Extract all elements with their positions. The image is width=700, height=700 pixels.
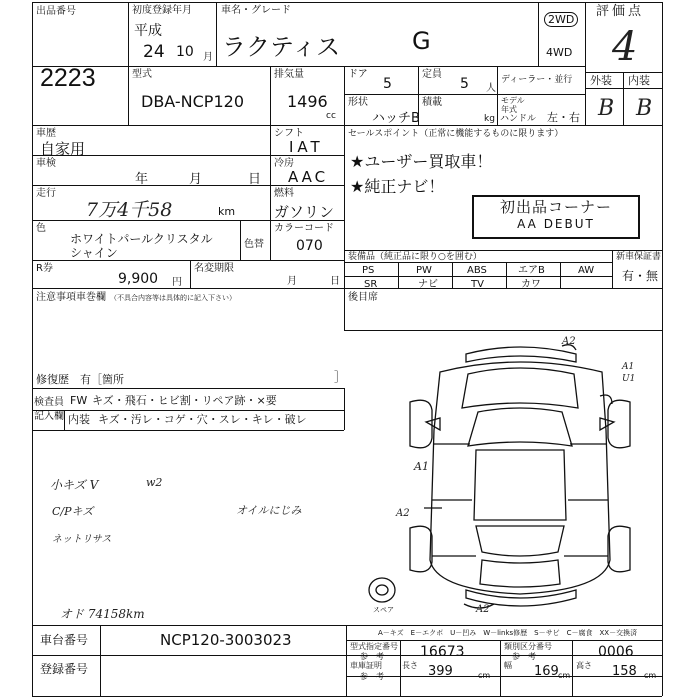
mark-a2-left: A2: [396, 508, 410, 519]
type-designation: 16673: [420, 644, 465, 660]
height-label: 高さ: [576, 661, 592, 670]
warranty-options: 有・無: [622, 269, 659, 283]
lot-label: 出品番号: [36, 6, 76, 17]
equipment-label: 装備品（純正品に限り○を囲む）: [348, 252, 482, 262]
reg-month: 10: [176, 44, 194, 60]
height-unit: cm: [644, 671, 657, 680]
recycle-fee: 9,900: [118, 271, 159, 287]
fuel-label: 燃料: [274, 188, 294, 199]
interior-label: 内装: [628, 74, 650, 87]
cert-reference-label: 参 考: [360, 672, 384, 681]
mileage: 7万4千58: [86, 199, 173, 221]
reg-number-label: 登録番号: [40, 662, 89, 676]
category-label: 類別区分番号: [504, 642, 552, 651]
equip-sr: SR: [364, 279, 378, 290]
name-change-label: 名変期限: [194, 263, 234, 274]
person-unit: 人: [486, 83, 496, 94]
color-code-label: カラーコード: [274, 223, 334, 234]
rear-seat-label: 後目席: [348, 292, 378, 303]
car-name-label: 車名・グレード: [221, 5, 291, 16]
equip-ps: PS: [362, 265, 375, 276]
exterior-grade: B: [598, 96, 615, 121]
repair-history-close: ］: [334, 370, 347, 384]
doors-label: ドア: [348, 69, 368, 80]
right-mirror: [600, 418, 614, 430]
equip-navi: ナビ: [418, 279, 438, 290]
category-reference-label: 参 考: [512, 652, 536, 661]
length: 399: [428, 664, 453, 679]
repair-history: 修復歴 有［箇所: [36, 373, 124, 386]
inspector-fw: FW: [70, 394, 88, 407]
hw-note-2: C/Pキズ: [52, 505, 94, 518]
type-designation-label: 型式指定番号: [350, 642, 398, 651]
front-bumper: [466, 347, 576, 362]
notes-sub-label: （不具合内容等は具体的に記入下さい）: [110, 294, 236, 302]
equip-leather: カワ: [521, 279, 541, 290]
inspection-label: 車検: [36, 158, 56, 169]
cc-unit: cc: [326, 111, 336, 121]
cert-label: 車庫証明: [350, 661, 382, 670]
width-unit: cm: [558, 671, 571, 680]
debut-stamp-line1: 初出品コーナー: [499, 198, 612, 216]
roof: [474, 450, 566, 520]
windshield: [468, 408, 572, 446]
spare-label: スペア: [373, 606, 394, 614]
drive-2wd: 2WD: [544, 12, 578, 27]
score-label: 評価点: [596, 4, 645, 19]
km-unit: km: [218, 205, 236, 218]
inspection-year-unit: 年: [135, 172, 149, 187]
dealer-label: ディーラー・並行: [501, 75, 573, 85]
fuel: ガソリン: [274, 203, 335, 221]
length-label: 長さ: [402, 661, 418, 670]
model-code: DBA-NCP120: [141, 92, 244, 111]
reg-date-label: 初度登録年月: [132, 5, 192, 16]
color-line2: シャイン: [70, 246, 118, 260]
notes-label: 注意事項車巻欄: [36, 292, 106, 303]
inspector-fw-items: キズ・飛石・ヒビ割・リペア跡・×要: [92, 394, 277, 407]
mark-a2-front: A2: [562, 336, 576, 347]
body-type: ハッチB: [372, 111, 420, 126]
kg-unit: kg: [484, 114, 495, 124]
shift: IAT: [289, 138, 324, 156]
capacity: 5: [460, 76, 469, 92]
debut-stamp-line2: AA DEBUT: [517, 217, 595, 231]
right-door-line: [564, 444, 608, 556]
sales-points-label: セールスポイント（正常に機能するものに限ります）: [348, 129, 564, 139]
type-reference-label: 参 考: [360, 652, 384, 661]
inspection-month-unit: 月: [189, 172, 203, 187]
era: 平成: [134, 23, 162, 39]
inspector-label-1: 検査員: [34, 397, 64, 408]
equip-pw: PW: [416, 265, 432, 276]
mileage-label: 走行: [36, 188, 56, 199]
interior-grade: B: [636, 96, 653, 121]
handle-label: ハンドル: [500, 114, 537, 124]
reg-year: 24: [143, 42, 165, 62]
rear-left-wheel: [410, 526, 432, 572]
width-label: 幅: [504, 661, 512, 670]
equip-aw: AW: [578, 265, 595, 276]
rear-right-wheel: [608, 526, 630, 572]
history-label: 車歴: [36, 128, 56, 139]
handle-options: 左・右: [547, 111, 580, 124]
history-value: 自家用: [40, 140, 86, 158]
doors: 5: [383, 76, 392, 92]
chassis-number: NCP120-3003023: [160, 631, 292, 649]
mark-a2-rear: A2: [476, 604, 490, 615]
color-line1: ホワイトパールクリスタル: [70, 232, 213, 246]
displacement-label: 排気量: [274, 69, 304, 80]
ac-label: 冷房: [274, 158, 294, 169]
color-code: 070: [296, 238, 323, 254]
left-mirror: [426, 418, 440, 430]
sales-point-2: ★純正ナビ！: [350, 177, 445, 196]
displacement: 1496: [287, 92, 328, 111]
hw-note-4: オイルにじみ: [236, 504, 302, 517]
yen-unit: 円: [172, 277, 182, 288]
capacity-label: 定員: [422, 69, 442, 80]
model-label: 型式: [132, 69, 152, 80]
ac: AAC: [288, 168, 329, 186]
equip-tv: TV: [471, 279, 484, 290]
exterior-label: 外装: [590, 74, 612, 87]
mark-a1-right: A1: [622, 362, 635, 372]
hw-note-1: 小キズ V: [50, 478, 99, 492]
name-change-day: 日: [330, 276, 340, 287]
shift-label: シフト: [274, 128, 304, 139]
drive-4wd: 4WD: [546, 46, 573, 59]
month-unit: 月: [203, 52, 213, 63]
mark-a1-left: A1: [414, 460, 429, 473]
load-label: 積載: [422, 97, 442, 108]
width: 169: [534, 664, 559, 679]
damage-legend: A－キズ E－エクボ U－凹み W－links修歴 S－サビ C－腐食 XX－交換済: [378, 629, 638, 637]
length-unit: cm: [478, 671, 491, 680]
model-year-label: モデル年式: [501, 96, 525, 114]
rear-window: [476, 526, 564, 556]
height: 158: [612, 664, 637, 679]
recycle-label: R券: [36, 263, 53, 274]
lot-number: 2223: [40, 64, 96, 92]
left-door-line: [432, 444, 476, 556]
inspector-label-2: 記入欄: [34, 411, 64, 422]
hw-odometer: オド 74158km: [60, 607, 145, 621]
car-name: ラクティス: [222, 33, 341, 61]
hw-note-1b: w2: [146, 476, 163, 489]
equip-airbag: エアB: [518, 265, 545, 276]
category: 0006: [598, 644, 634, 660]
grade: G: [412, 27, 431, 55]
spare-tire: [369, 578, 395, 602]
equip-abs: ABS: [467, 265, 487, 276]
name-change-month: 月: [287, 276, 297, 287]
color-change-label: 色替: [244, 239, 264, 250]
inspection-day-unit: 日: [248, 172, 262, 187]
hw-note-3: ネットリサス: [52, 534, 112, 545]
chassis-label: 車台番号: [40, 633, 89, 647]
damage-circle-right: [600, 395, 612, 404]
inspector-interior: 内装: [68, 413, 90, 426]
new-warranty-label: 新車保証書: [616, 252, 662, 262]
mark-u1: U1: [622, 374, 636, 384]
color-label: 色: [36, 223, 46, 234]
hood: [462, 368, 578, 408]
overall-score: 4: [612, 24, 638, 70]
car-body-outline: [430, 362, 610, 594]
sales-point-1: ★ユーザー買取車！: [350, 152, 493, 171]
inspector-interior-items: キズ・汚レ・コゲ・穴・スレ・キレ・破レ: [98, 413, 307, 426]
body-label: 形状: [348, 97, 368, 108]
tailgate: [480, 560, 560, 587]
